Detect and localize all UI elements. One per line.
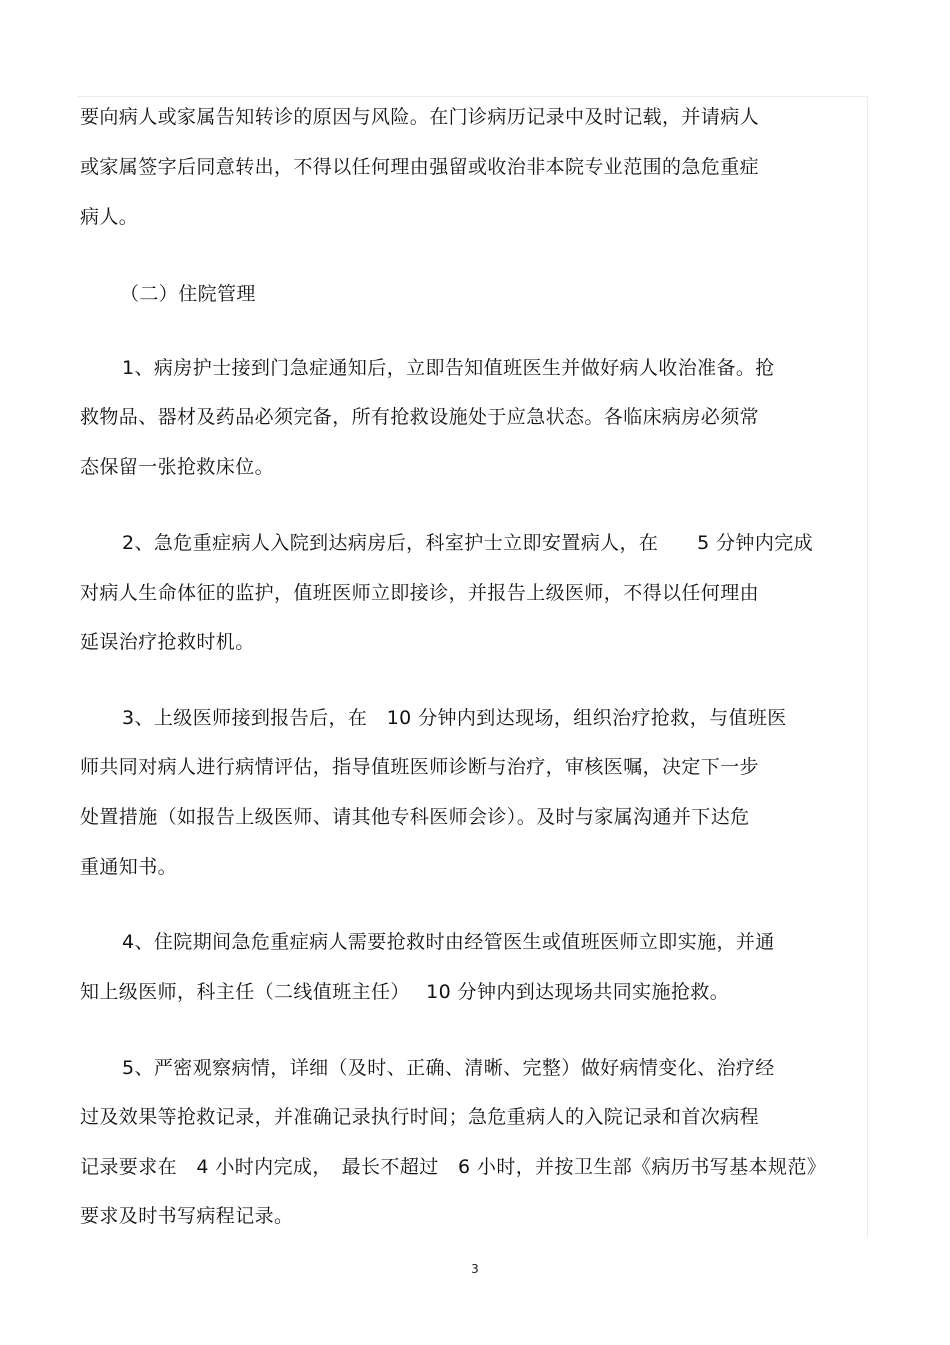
text-line: 要向病人或家属告知转诊的原因与风险。在门诊病历记录中及时记载，并请病人 — [80, 106, 760, 128]
text-line: 病人。 — [80, 206, 139, 228]
text-line: 3、上级医师接到报告后，在 10 分钟内到达现场，组织治疗抢救，与值班医 — [122, 707, 787, 729]
text-line: 知上级医师，科主任（二线值班主任） 10 分钟内到达现场共同实施抢救。 — [80, 981, 730, 1003]
text-line: 对病人生命体征的监护，值班医师立即接诊，并报告上级医师，不得以任何理由 — [80, 582, 760, 604]
text-line: 记录要求在 4 小时内完成， 最长不超过 6 小时，并按卫生部《病历书写基本规范》 — [80, 1156, 827, 1178]
text-line: 或家属签字后同意转出，不得以任何理由强留或收治非本院专业范围的急危重症 — [80, 156, 760, 178]
text-line: 延误治疗抢救时机。 — [80, 631, 255, 653]
text-line: 要求及时书写病程记录。 — [80, 1205, 294, 1227]
text-line: 救物品、器材及药品必须完备，所有抢救设施处于应急状态。各临床病房必须常 — [80, 406, 760, 428]
text-line: 4、住院期间急危重症病人需要抢救时由经管医生或值班医师立即实施，并通 — [122, 931, 775, 953]
text-line: 态保留一张抢救床位。 — [80, 456, 275, 478]
text-line: 师共同对病人进行病情评估，指导值班医师诊断与治疗，审核医嘱，决定下一步 — [80, 756, 760, 778]
text-line: 处置措施（如报告上级医师、请其他专科医师会诊）。及时与家属沟通并下达危 — [80, 806, 750, 828]
text-line: 重通知书。 — [80, 856, 178, 878]
text-line: 5、严密观察病情，详细（及时、正确、清晰、完整）做好病情变化、治疗经 — [122, 1057, 775, 1079]
page-number: 3 — [471, 1262, 479, 1276]
section-heading: （二）住院管理 — [120, 283, 256, 305]
text-line: 过及效果等抢救记录，并准确记录执行时间；急危重病人的入院记录和首次病程 — [80, 1106, 760, 1128]
text-line: 2、急危重症病人入院到达病房后，科室护士立即安置病人，在 5 分钟内完成 — [122, 532, 814, 554]
text-line: 1、病房护士接到门急症通知后，立即告知值班医生并做好病人收治准备。抢 — [122, 357, 775, 379]
